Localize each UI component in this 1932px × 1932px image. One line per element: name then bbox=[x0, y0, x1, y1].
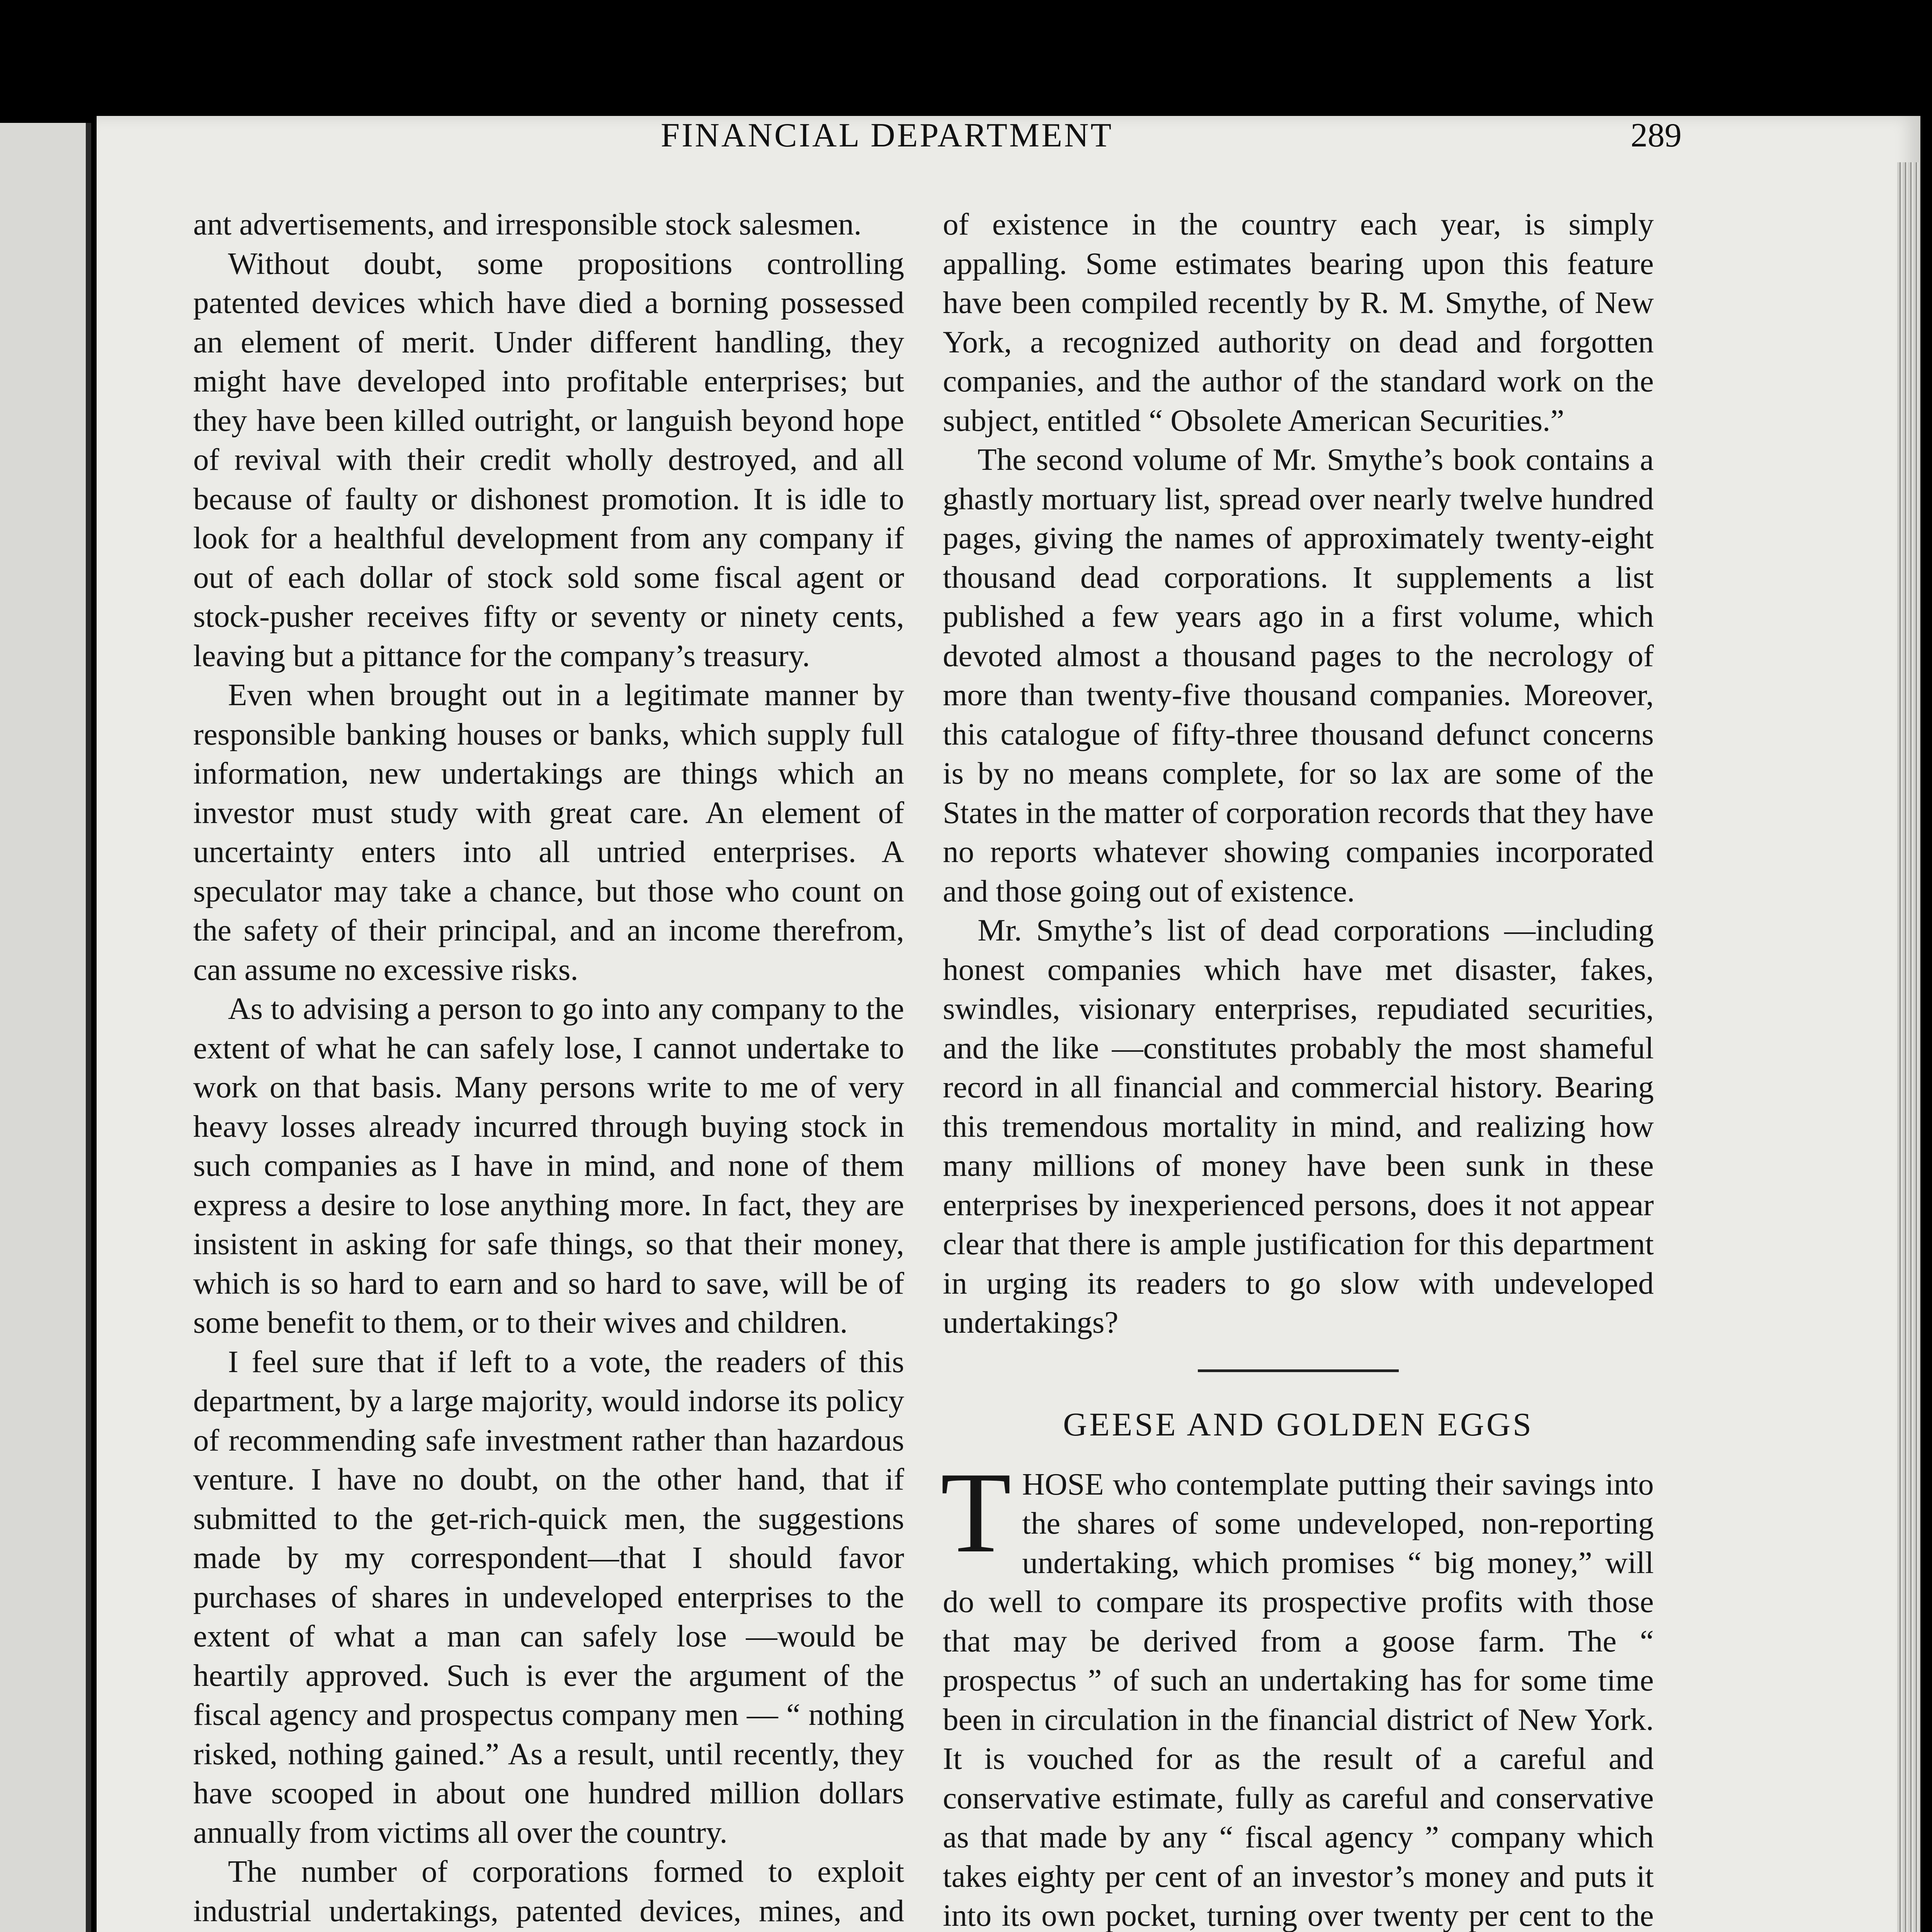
paragraph: The number of corporations formed to exploit industrial undertakings, patented devices, mines, and bbox=[193, 1854, 904, 1928]
section-first-paragraph bbox=[940, 1448, 1654, 1932]
drop-cap: T bbox=[940, 1448, 1012, 1577]
section-divider bbox=[1198, 1369, 1399, 1372]
paragraph-text: HOSE who contemplate putting their savings into the shares of some undeveloped, non-reporting undertaking, which promises “ big money,” will do well to compare its prospective profits with those that may be derived from a goose farm. The “ prospectus ” of such an undertaking has for some time been in circulation in the financial district of New York. It is vouched for as the result of a careful and conservative estimate, fully as careful and conservative as that made by any “ fiscal agency ” company which takes eighty per cent of an investor’s money and puts it into its own pocket, turning over twenty per cent to the bbox=[943, 1466, 1654, 1932]
section-heading: GEESE AND GOLDEN EGGS bbox=[1063, 1405, 1534, 1443]
page-stack-edge bbox=[1897, 162, 1920, 1932]
paragraph: The second volume of Mr. Smythe’s book contains a ghastly mortuary list, spread over nearly twelve hundred pages, giving the names of approximately twenty-eight thousand dead corporations. It supplements a list published a few years ago in a first volume, which devoted almost a thousand pages to the necrology of more than twenty-five thousand companies. Moreover, this catalogue of fifty-three thousand defunct concerns is by no means complete, for so lax are some of the States in the matter of corporation records that they have no reports whatever showing companies incorporated and those going out of existence. bbox=[943, 442, 1654, 908]
right-column bbox=[940, 205, 1654, 1932]
paragraph: Even when brought out in a legitimate manner by responsible banking houses or banks, which supply full information, new undertakings are things which an investor must study with great care. An element of uncertainty enters into all untried enterprises. A speculator may take a chance, but those who count on the safety of their principal, and an income therefrom, can assume no excessive risks. bbox=[193, 677, 904, 987]
left-column bbox=[193, 205, 904, 1932]
page-number: 289 bbox=[1631, 117, 1682, 154]
running-head: FINANCIAL DEPARTMENT bbox=[661, 117, 1114, 154]
paragraph: As to advising a person to go into any company to the extent of what he can safely lose, I cannot undertake to work on that basis. Many persons write to me of very heavy losses already incurred through buying stock in such companies as I have in mind, and none of them express a desire to lose anything more. In fact, they are insistent in asking for safe things, so that their money, which is so hard to earn and so hard to save, will be of some benefit to them, or to their wives and children. bbox=[193, 991, 904, 1340]
paragraph: ant advertisements, and irresponsible stock salesmen. bbox=[193, 207, 862, 242]
paragraph: Without doubt, some propositions controlling patented devices which have died a borning possessed an element of merit. Under different handling, they might have developed into profitable enterprises; but they have been killed outright, or languish beyond hope of revival with their credit wholly destroyed, and all because of faulty or dishonest promotion. It is idle to look for a healthful development from any company if out of each dollar of stock sold some fiscal agent or stock-pusher receives fifty or seventy or ninety cents, leaving but a pittance for the company’s treasury. bbox=[193, 246, 904, 673]
paragraph: of existence in the country each year, is simply appalling. Some estimates bearing upon this feature have been compiled recently by R. M. Smythe, of New York, a recognized authority on dead and forgotten companies, and the author of the standard work on the subject, entitled “ Obsolete American Securities.” bbox=[943, 207, 1654, 438]
paragraph: I feel sure that if left to a vote, the readers of this department, by a large majority, would indorse its policy of recommending safe investment rather than hazardous venture. I have no doubt, on the other hand, that if submitted to the get-rich-quick men, the suggestions made by my correspondent—that I should favor purchases of shares in undeveloped enterprises to the extent of what a man can safely lose —would be heartily approved. Such is ever the argument of the fiscal agency and prospectus company men — “ nothing risked, nothing gained.” As a result, until recently, they have scooped in about one hundred million dollars annually from victims all over the country. bbox=[193, 1344, 904, 1850]
paragraph: Mr. Smythe’s list of dead corporations —including honest companies which have met disaster, fakes, swindles, visionary enterprises, repudiated securities, and the like —constitutes probably the most shameful record in all financial and commercial history. Bearing this tremendous mortality in mind, and realizing how many millions of money have been sunk in these enterprises by inexperienced persons, does it not appear clear that there is ample justification for this department in urging its readers to go slow with undeveloped undertakings? bbox=[943, 913, 1654, 1340]
facing-page-edge bbox=[0, 123, 91, 1932]
